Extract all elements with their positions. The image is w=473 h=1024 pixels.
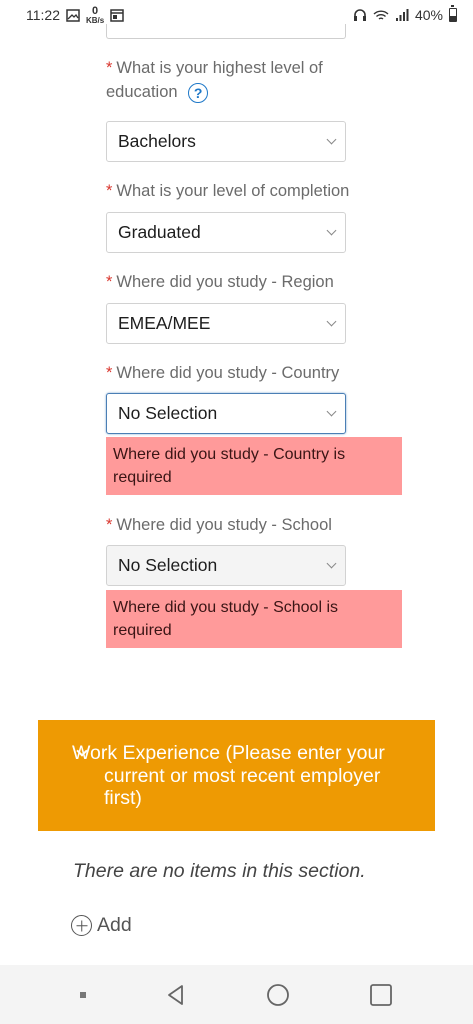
menu-dot-icon[interactable] [80,992,86,998]
study-region-select[interactable]: EMEA/MEE [106,303,346,344]
status-left [26,6,124,25]
previous-field-partial[interactable] [106,24,346,39]
completion-level-label: * What is your level of completion [106,182,350,200]
work-experience-section-header[interactable] [38,720,435,831]
gallery-icon [66,9,80,22]
status-time: 11:22 [26,7,60,23]
study-school-label: * Where did you study - School [106,516,332,534]
chevron-down-icon [327,407,337,417]
headset-icon [353,8,367,22]
study-country-select[interactable]: No Selection [106,393,346,434]
battery-percent: 40% [414,7,443,23]
education-level-label: * What is your highest level of education ? [106,59,323,101]
back-icon[interactable] [165,984,187,1006]
data-rate: 0 KB/s [86,4,105,25]
battery-icon [449,8,457,22]
help-icon[interactable]: ? [188,83,208,103]
home-icon[interactable] [266,983,290,1007]
status-right [353,7,457,23]
wifi-icon [373,9,389,22]
recents-icon[interactable] [369,983,393,1007]
chevron-down-icon [327,559,337,569]
chevron-down-icon [327,317,337,327]
chevron-down-icon [327,135,337,145]
signal-icon [395,9,409,21]
plus-circle-icon [71,915,92,936]
add-button[interactable] [71,914,132,937]
education-level-select[interactable]: Bachelors [106,121,346,162]
chevron-down-icon [327,226,337,236]
study-country-label: * Where did you study - Country [106,364,340,382]
work-experience-title: Work Experience (Please enter your current or most recent employer first) [72,742,385,809]
study-school-select[interactable]: No Selection [106,545,346,586]
completion-level-select[interactable]: Graduated [106,212,346,253]
add-label: Add [97,914,132,936]
study-country-error: Where did you study - Country is required [106,437,402,495]
study-school-error: Where did you study - School is required [106,590,402,648]
study-region-label: * Where did you study - Region [106,273,334,291]
navigation-bar [0,965,473,1024]
empty-section-message: There are no items in this section. [73,860,366,882]
screen-icon [110,9,124,22]
